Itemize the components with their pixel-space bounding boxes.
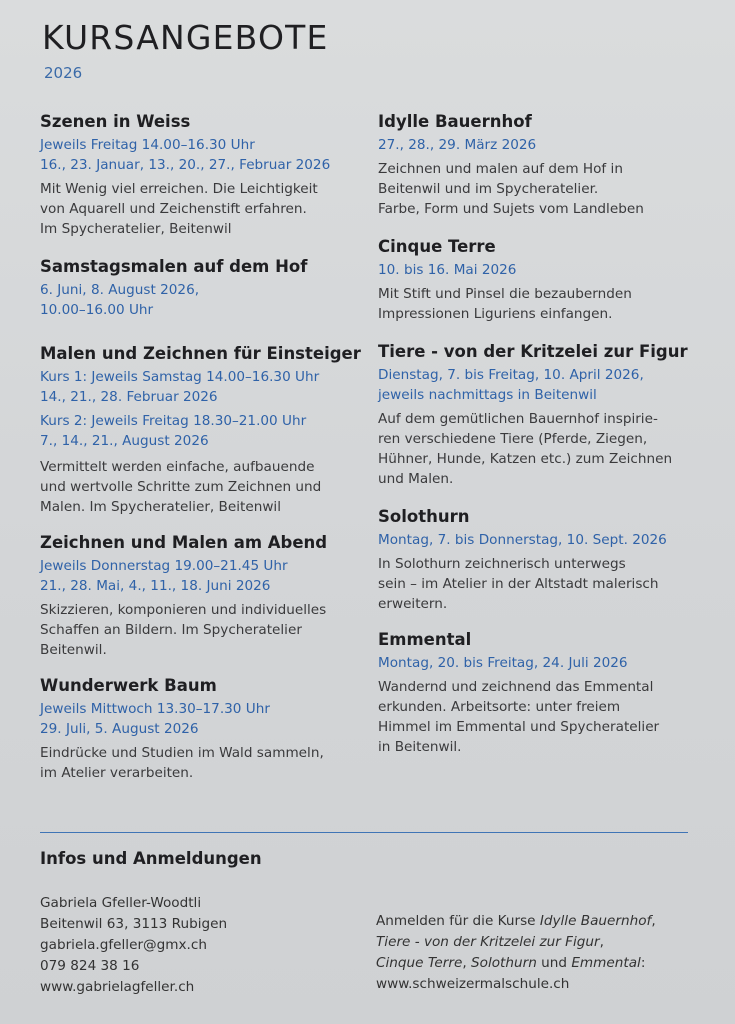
- course-title: Emmental: [378, 630, 472, 649]
- registration-website[interactable]: www.schweizermalschule.ch: [376, 976, 570, 992]
- contact-address: Beitenwil 63, 3113 Rubigen: [40, 916, 228, 932]
- desc-line: Mit Stift und Pinsel die bezaubernden: [378, 286, 632, 302]
- course-idylle-bauernhof: [378, 112, 698, 219]
- desc-line: Himmel im Emmental und Spycheratelier: [378, 719, 660, 735]
- desc-line: von Aquarell und Zeichenstift erfahren.: [40, 201, 307, 217]
- course-tiere: [378, 342, 698, 489]
- course-title: Wunderwerk Baum: [40, 676, 217, 695]
- desc-line: Farbe, Form und Sujets vom Landleben: [378, 201, 644, 217]
- desc-line: Beitenwil.: [40, 642, 107, 658]
- course-dates: Dienstag, 7. bis Freitag, 10. April 2026,: [378, 367, 644, 383]
- reg-text: und: [536, 955, 572, 971]
- course-title: Szenen in Weiss: [40, 112, 191, 131]
- course-solothurn: [378, 507, 698, 614]
- desc-line: In Solothurn zeichnerisch unterwegs: [378, 556, 626, 572]
- course-emmental: [378, 630, 698, 757]
- course-dates: 6. Juni, 8. August 2026,: [40, 282, 200, 298]
- course-description: [378, 159, 698, 219]
- course-dates: 27., 28., 29. März 2026: [378, 137, 537, 153]
- reg-course: Tiere - von der Kritzelei zur Figur: [376, 934, 600, 950]
- desc-line: in Beitenwil.: [378, 739, 462, 755]
- desc-line: Mit Wenig viel erreichen. Die Leichtigkeit: [40, 181, 318, 197]
- year-label: 2026: [44, 64, 83, 82]
- course-cinque-terre: [378, 237, 698, 324]
- course-1-dates: 14., 21., 28. Februar 2026: [40, 389, 218, 405]
- contact-block: [40, 893, 227, 998]
- course-description: [40, 600, 370, 660]
- course-2-dates: 7., 14., 21., August 2026: [40, 433, 209, 449]
- course-description: [40, 743, 370, 783]
- reg-text: ,: [462, 955, 471, 971]
- course-wunderwerk-baum: [40, 676, 370, 783]
- course-title: Cinque Terre: [378, 237, 496, 256]
- desc-line: ren verschiedene Tiere (Pferde, Ziegen,: [378, 431, 648, 447]
- course-description: [378, 677, 698, 757]
- page-title: KURSANGEBOTE: [42, 18, 329, 57]
- right-column: [378, 112, 698, 771]
- reg-text: ,: [651, 913, 656, 929]
- desc-line: Schaffen an Bildern. Im Spycheratelier: [40, 622, 302, 638]
- course-description: [378, 554, 698, 614]
- contact-email[interactable]: gabriela.gfeller@gmx.ch: [40, 937, 207, 953]
- reg-text: ,: [599, 934, 604, 950]
- desc-line: Malen. Im Spycheratelier, Beitenwil: [40, 499, 281, 515]
- course-dates: 29. Juli, 5. August 2026: [40, 721, 199, 737]
- desc-line: Eindrücke und Studien im Wald sammeln,: [40, 745, 324, 761]
- course-schedule: Jeweils Donnerstag 19.00–21.45 Uhr: [40, 558, 288, 574]
- course-2-schedule: Kurs 2: Jeweils Freitag 18.30–21.00 Uhr: [40, 413, 307, 429]
- course-dates: Montag, 7. bis Donnerstag, 10. Sept. 2026: [378, 532, 667, 548]
- course-title: Zeichnen und Malen am Abend: [40, 533, 328, 552]
- course-description: [378, 409, 698, 489]
- course-title: Idylle Bauernhof: [378, 112, 532, 131]
- desc-line: Zeichnen und malen auf dem Hof in: [378, 161, 623, 177]
- course-description: [40, 457, 370, 517]
- reg-course: Emmental: [571, 955, 641, 971]
- reg-course: Solothurn: [471, 955, 537, 971]
- desc-line: Hühner, Hunde, Katzen etc.) zum Zeichnen: [378, 451, 673, 467]
- contact-phone[interactable]: 079 824 38 16: [40, 958, 140, 974]
- left-column: [40, 112, 370, 797]
- course-einsteiger: [40, 344, 370, 517]
- course-abend: [40, 533, 370, 660]
- reg-course: Cinque Terre: [376, 955, 463, 971]
- course-schedule: Jeweils Mittwoch 13.30–17.30 Uhr: [40, 701, 270, 717]
- desc-line: Auf dem gemütlichen Bauernhof inspirie-: [378, 411, 658, 427]
- desc-line: Vermittelt werden einfache, aufbauende: [40, 459, 315, 475]
- course-dates: Montag, 20. bis Freitag, 24. Juli 2026: [378, 655, 628, 671]
- info-heading: Infos und Anmeldungen: [40, 849, 262, 868]
- registration-line-3: [376, 953, 656, 974]
- registration-note: [376, 911, 656, 995]
- desc-line: Impressionen Liguriens einfangen.: [378, 306, 613, 322]
- desc-line: und Malen.: [378, 471, 454, 487]
- course-title: Tiere - von der Kritzelei zur Figur: [378, 342, 688, 361]
- desc-line: und wertvolle Schritte zum Zeichnen und: [40, 479, 322, 495]
- course-title: Samstagsmalen auf dem Hof: [40, 257, 308, 276]
- contact-website[interactable]: www.gabrielagfeller.ch: [40, 979, 195, 995]
- desc-line: Beitenwil und im Spycheratelier.: [378, 181, 599, 197]
- course-dates: 16., 23. Januar, 13., 20., 27., Februar 2026: [40, 157, 331, 173]
- course-szenen-in-weiss: [40, 112, 370, 239]
- course-samstagsmalen: [40, 257, 370, 320]
- course-schedule: Jeweils Freitag 14.00–16.30 Uhr: [40, 137, 255, 153]
- desc-line: Wandernd und zeichnend das Emmental: [378, 679, 654, 695]
- course-schedule: jeweils nachmittags in Beitenwil: [378, 387, 597, 403]
- contact-name: Gabriela Gfeller-Woodtli: [40, 895, 202, 911]
- desc-line: erkunden. Arbeitsorte: unter freiem: [378, 699, 621, 715]
- reg-text: Anmelden für die Kurse: [376, 913, 540, 929]
- course-description: [378, 284, 698, 324]
- course-dates: 21., 28. Mai, 4., 11., 18. Juni 2026: [40, 578, 271, 594]
- divider: [40, 832, 688, 833]
- desc-line: Skizzieren, komponieren und individuelles: [40, 602, 327, 618]
- course-1-schedule: Kurs 1: Jeweils Samstag 14.00–16.30 Uhr: [40, 369, 320, 385]
- desc-line: im Atelier verarbeiten.: [40, 765, 194, 781]
- reg-course: Idylle Bauernhof: [539, 913, 652, 929]
- course-schedule: 10.00–16.00 Uhr: [40, 302, 154, 318]
- registration-line-2: [376, 932, 656, 953]
- registration-line-1: [376, 911, 656, 932]
- course-description: [40, 179, 370, 239]
- course-title: Solothurn: [378, 507, 470, 526]
- reg-text: :: [640, 955, 646, 971]
- course-title: Malen und Zeichnen für Einsteiger: [40, 344, 361, 363]
- desc-line: Im Spycheratelier, Beitenwil: [40, 221, 232, 237]
- desc-line: erweitern.: [378, 596, 448, 612]
- desc-line: sein – im Atelier in der Altstadt malerisch: [378, 576, 659, 592]
- course-dates: 10. bis 16. Mai 2026: [378, 262, 517, 278]
